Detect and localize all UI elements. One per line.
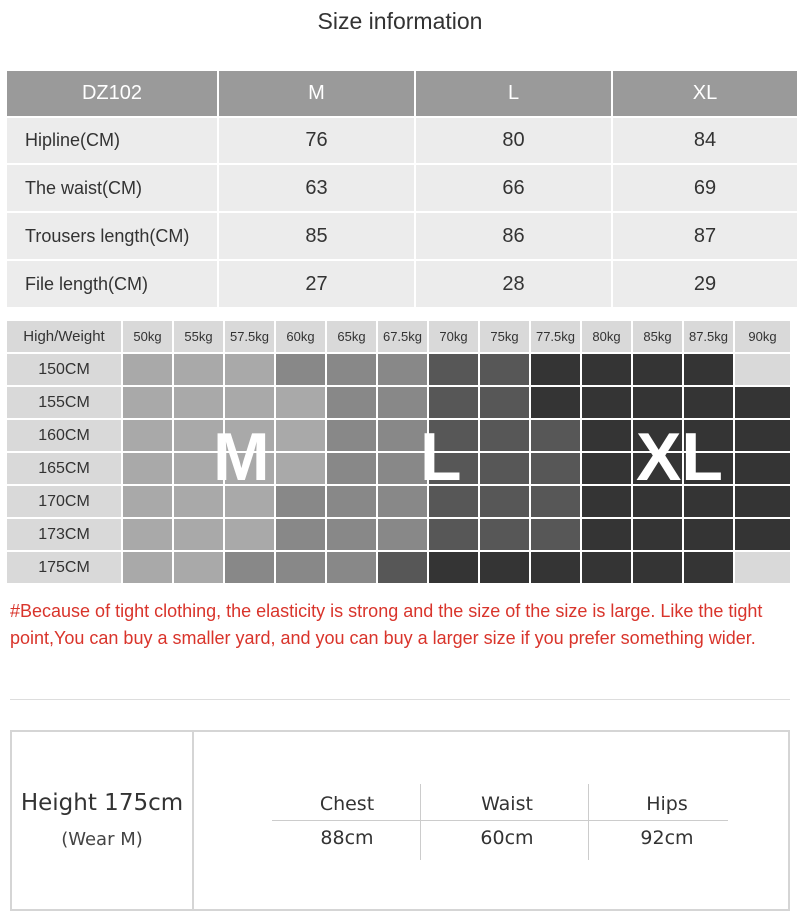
- table-cell: 66: [416, 165, 611, 211]
- fit-cell: [327, 453, 376, 484]
- table-cell: 63: [219, 165, 414, 211]
- fit-cell: [225, 387, 274, 418]
- weight-header: 85kg: [633, 321, 682, 352]
- weight-header: 60kg: [276, 321, 325, 352]
- fit-cell: [225, 519, 274, 550]
- fit-cell: [633, 387, 682, 418]
- height-label: 170CM: [7, 486, 121, 517]
- fit-cell: [480, 354, 529, 385]
- fit-cell: [480, 420, 529, 451]
- fit-cell: [123, 453, 172, 484]
- weight-header: 80kg: [582, 321, 631, 352]
- weight-header: 75kg: [480, 321, 529, 352]
- model-measurements: [272, 784, 728, 860]
- table-cell: 86: [416, 213, 611, 259]
- size-table: [7, 71, 793, 304]
- fit-cell: [582, 486, 631, 517]
- page-title: Size information: [317, 8, 483, 34]
- fit-cell: [582, 519, 631, 550]
- fit-cell: [429, 552, 478, 583]
- model-summary: [12, 732, 194, 909]
- fit-cell: [327, 420, 376, 451]
- table-cell: 87: [613, 213, 797, 259]
- fit-cell: [225, 552, 274, 583]
- fit-cell: [225, 354, 274, 385]
- weight-header: 70kg: [429, 321, 478, 352]
- model-info-box: [10, 730, 790, 911]
- divider: [10, 699, 790, 700]
- measurement-column-divider: [588, 784, 589, 860]
- fit-cell: [735, 453, 790, 484]
- fit-cell: [735, 354, 790, 385]
- fit-cell: [123, 552, 172, 583]
- table-row-label: Hipline(CM): [7, 118, 217, 163]
- fit-cell: [531, 552, 580, 583]
- weight-header: 90kg: [735, 321, 790, 352]
- fit-cell: [582, 453, 631, 484]
- fit-cell: [378, 519, 427, 550]
- fit-cell: [327, 552, 376, 583]
- fit-cell: [174, 354, 223, 385]
- height-label: 165CM: [7, 453, 121, 484]
- table-cell: 69: [613, 165, 797, 211]
- fit-cell: [378, 354, 427, 385]
- fit-cell: [684, 552, 733, 583]
- model-wear-size: (Wear M): [61, 829, 143, 850]
- fit-cell: [276, 519, 325, 550]
- fit-cell: [480, 453, 529, 484]
- fit-cell: [378, 552, 427, 583]
- height-label: 173CM: [7, 519, 121, 550]
- height-label: 175CM: [7, 552, 121, 583]
- fit-cell: [633, 354, 682, 385]
- fit-cell: [276, 552, 325, 583]
- fit-cell: [480, 387, 529, 418]
- fit-cell: [123, 519, 172, 550]
- fit-cell: [684, 387, 733, 418]
- weight-header: 87.5kg: [684, 321, 733, 352]
- weight-header: 77.5kg: [531, 321, 580, 352]
- fit-cell: [480, 552, 529, 583]
- height-label: 155CM: [7, 387, 121, 418]
- table-cell: 85: [219, 213, 414, 259]
- table-header-model: DZ102: [7, 71, 217, 116]
- measurement-label-chest: Chest: [319, 793, 375, 815]
- fit-cell: [276, 387, 325, 418]
- weight-header: 50kg: [123, 321, 172, 352]
- fit-cell: [684, 519, 733, 550]
- table-cell: 80: [416, 118, 611, 163]
- fit-cell: [276, 486, 325, 517]
- fit-cell: [174, 552, 223, 583]
- fit-cell: [276, 354, 325, 385]
- measurement-value-hips: 92cm: [640, 827, 694, 849]
- fit-cell: [684, 354, 733, 385]
- fit-cell: [735, 486, 790, 517]
- fit-cell: [735, 552, 790, 583]
- weight-header: 57.5kg: [225, 321, 274, 352]
- fit-cell: [735, 420, 790, 451]
- measurement-label-hips: Hips: [646, 793, 688, 815]
- table-header-size-m: M: [219, 71, 414, 116]
- fit-cell: [582, 552, 631, 583]
- height-label: 160CM: [7, 420, 121, 451]
- fit-cell: [531, 420, 580, 451]
- size-zone-label-l: L: [420, 419, 462, 495]
- fit-cell: [531, 486, 580, 517]
- fit-cell: [735, 519, 790, 550]
- fit-cell: [582, 420, 631, 451]
- table-cell: 76: [219, 118, 414, 163]
- fit-cell: [582, 354, 631, 385]
- weight-header: 65kg: [327, 321, 376, 352]
- fit-cell: [327, 486, 376, 517]
- chart-corner-label: High/Weight: [7, 321, 121, 352]
- table-header-size-l: L: [416, 71, 611, 116]
- measurement-value-chest: 88cm: [320, 827, 374, 849]
- fit-cell: [327, 387, 376, 418]
- fit-cell: [582, 387, 631, 418]
- fit-cell: [123, 486, 172, 517]
- fit-cell: [378, 387, 427, 418]
- model-height: Height 175cm: [20, 790, 184, 816]
- table-row-label: The waist(CM): [7, 165, 217, 211]
- fit-cell: [429, 387, 478, 418]
- fit-cell: [531, 354, 580, 385]
- measurement-divider: [272, 820, 728, 821]
- table-header-size-xl: XL: [613, 71, 797, 116]
- fit-cell: [531, 519, 580, 550]
- weight-header: 67.5kg: [378, 321, 427, 352]
- fit-cell: [531, 387, 580, 418]
- fit-cell: [429, 519, 478, 550]
- fit-cell: [327, 519, 376, 550]
- fit-cell: [480, 486, 529, 517]
- fit-cell: [123, 354, 172, 385]
- table-cell: 27: [219, 261, 414, 307]
- fit-cell: [276, 420, 325, 451]
- fit-cell: [531, 453, 580, 484]
- measurement-value-waist: 60cm: [480, 827, 534, 849]
- measurement-label-waist: Waist: [481, 793, 533, 815]
- fit-cell: [174, 519, 223, 550]
- sizing-note: #Because of tight clothing, the elasticity is strong and the size of the size is large. Like the tight point,You can buy a smaller yard, and you can buy a larger size if you prefer something wider.: [10, 601, 763, 648]
- fit-cell: [735, 387, 790, 418]
- fit-cell: [429, 354, 478, 385]
- fit-cell: [174, 387, 223, 418]
- height-label: 150CM: [7, 354, 121, 385]
- table-cell: 29: [613, 261, 797, 307]
- fit-cell: [123, 420, 172, 451]
- size-zone-label-m: M: [213, 419, 270, 495]
- table-cell: 84: [613, 118, 797, 163]
- table-row-label: Trousers length(CM): [7, 213, 217, 259]
- fit-cell: [633, 552, 682, 583]
- fit-cell: [633, 519, 682, 550]
- fit-cell: [327, 354, 376, 385]
- table-cell: 28: [416, 261, 611, 307]
- fit-cell: [480, 519, 529, 550]
- table-row-label: File length(CM): [7, 261, 217, 307]
- size-zone-label-xl: XL: [636, 419, 723, 495]
- fit-cell: [276, 453, 325, 484]
- weight-header: 55kg: [174, 321, 223, 352]
- fit-cell: [123, 387, 172, 418]
